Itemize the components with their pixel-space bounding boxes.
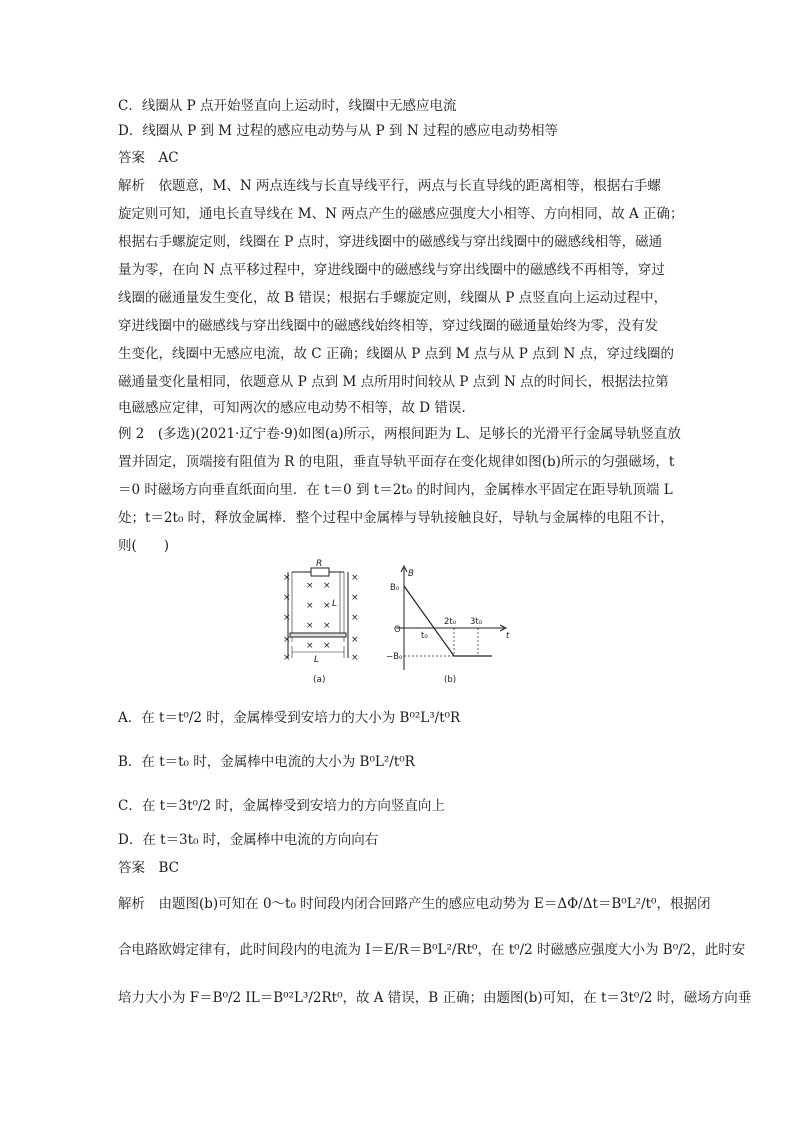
- analysis-line: 磁通量变化量相同，依题意从 P 点到 M 点所用时间较从 P 点到 N 点的时间长，根据法拉第: [118, 374, 669, 390]
- option-d-prev: D．线圈从 P 到 M 过程的感应电动势与从 P 到 N 过程的感应电动势相等: [118, 123, 558, 139]
- option-d: D．在 t＝3t₀ 时，金属棒中电流的方向向右: [118, 832, 379, 848]
- question-line: 处；t＝2t₀ 时，释放金属棒．整个过程中金属棒与导轨接触良好，导轨与金属棒的电阻不计，: [118, 510, 674, 526]
- option-a: A．在 t＝t⁰/2 时，金属棒受到安培力的大小为 B⁰²L³/t⁰R: [118, 710, 461, 726]
- analysis-line: 生变化，线圈中无感应电流，故 C 正确；线圈从 P 点到 M 点与从 P 点到 N 点，穿过线圈的: [118, 346, 675, 362]
- label-axis-t: t: [506, 631, 510, 641]
- cross-mark: ×: [283, 573, 291, 583]
- cross-mark: ×: [283, 635, 291, 645]
- option-c: C．在 t＝3t⁰/2 时，金属棒受到安培力的方向竖直向上: [118, 798, 445, 814]
- question-line: 例 2 (多选)(2021·辽宁卷·9)如图(a)所示，两根间距为 L、足够长的光滑平行金属导轨竖直放: [118, 426, 681, 442]
- cross-mark: ×: [323, 641, 331, 651]
- analysis-2-line: 解析 由题图(b)可知在 0～t₀ 时间段内闭合回路产生的感应电动势为 E＝ΔΦ/Δt＝B⁰L²/t⁰，根据闭: [118, 896, 711, 912]
- analysis-line: 电磁感应定律，可知两次的感应电动势不相等，故 D 错误.: [118, 400, 466, 416]
- label-2t0: 2t₀: [444, 617, 457, 627]
- figure-svg: [278, 558, 518, 688]
- answer-1: 答案 AC: [118, 150, 179, 166]
- analysis-line: 量为零，在向 N 点平移过程中，穿进线圈中的磁感线与穿出线圈中的磁感线不再相等，穿过: [118, 262, 665, 278]
- cross-mark: ×: [306, 621, 314, 631]
- label-3t0: 3t₀: [470, 617, 483, 627]
- cross-mark: ×: [283, 653, 291, 663]
- cross-mark: ×: [351, 593, 359, 603]
- cross-mark: ×: [323, 601, 331, 611]
- cross-mark: ×: [306, 581, 314, 591]
- cross-mark: ×: [306, 601, 314, 611]
- label-l-bottom: L: [314, 655, 320, 665]
- question-line: ＝0 时磁场方向垂直纸面向里．在 t＝0 到 t＝2t₀ 的时间内，金属棒水平固定在距导轨顶端 L: [118, 482, 673, 498]
- cross-mark: ×: [351, 573, 359, 583]
- question-figure: [278, 558, 518, 688]
- cross-mark: ×: [323, 621, 331, 631]
- figure-a: [288, 568, 348, 658]
- label-l-side: L: [332, 599, 338, 609]
- metal-rod: [290, 633, 346, 637]
- analysis-line: 旋定则可知，通电长直导线在 M、N 两点产生的磁感应强度大小相等、方向相同，故 A 正确；: [118, 206, 684, 222]
- option-c-prev: C．线圈从 P 点开始竖直向上运动时，线圈中无感应电流: [118, 98, 457, 114]
- cross-mark: ×: [306, 641, 314, 651]
- question-line: 置并固定，顶端接有阻值为 R 的电阻，垂直导轨平面存在变化规律如图(b)所示的匀强磁场，t: [118, 454, 675, 470]
- label-neg-b0: −B₀: [386, 652, 403, 662]
- cross-mark: ×: [351, 653, 359, 663]
- option-b: B．在 t＝t₀ 时，金属棒中电流的大小为 B⁰L²/t⁰R: [118, 754, 415, 770]
- analysis-line: 解析 依题意，M、N 两点连线与长直导线平行，两点与长直导线的距离相等，根据右手螺: [118, 178, 661, 194]
- cross-mark: ×: [283, 613, 291, 623]
- cross-mark: ×: [351, 613, 359, 623]
- resistor: [311, 568, 329, 576]
- label-t0: t₀: [421, 631, 428, 641]
- label-b0: B₀: [390, 583, 400, 593]
- cross-mark: ×: [351, 635, 359, 645]
- analysis-line: 根据右手螺旋定则，线圈在 P 点时，穿进线圈中的磁感线与穿出线圈中的磁感线相等，磁通: [118, 234, 663, 250]
- label-origin: O: [394, 625, 401, 635]
- analysis-line: 穿进线圈中的磁感线与穿出线圈中的磁感线始终相等，穿过线圈的磁通量始终为零，没有发: [118, 318, 658, 334]
- label-axis-b: B: [408, 569, 414, 579]
- caption-a: (a): [313, 675, 326, 685]
- analysis-2-line: 培力大小为 F＝B⁰/2 IL＝B⁰²L³/2Rt⁰，故 A 错误，B 正确；由题图(b)可知，在 t＝3t⁰/2 时，磁场方向垂: [118, 990, 752, 1006]
- caption-b: (b): [444, 675, 457, 685]
- analysis-2-line: 合电路欧姆定律有，此时间段内的电流为 I＝E/R＝B⁰L²/Rt⁰，在 t⁰/2 时磁感应强度大小为 B⁰/2，此时安: [118, 942, 746, 958]
- label-r: R: [316, 559, 323, 569]
- cross-mark: ×: [283, 593, 291, 603]
- cross-mark: ×: [323, 581, 331, 591]
- analysis-line: 线圈的磁通量发生变化，故 B 错误；根据右手螺旋定则，线圈从 P 点竖直向上运动过程中，: [118, 290, 668, 306]
- answer-2: 答案 BC: [118, 860, 180, 876]
- question-line: 则( ): [118, 538, 170, 554]
